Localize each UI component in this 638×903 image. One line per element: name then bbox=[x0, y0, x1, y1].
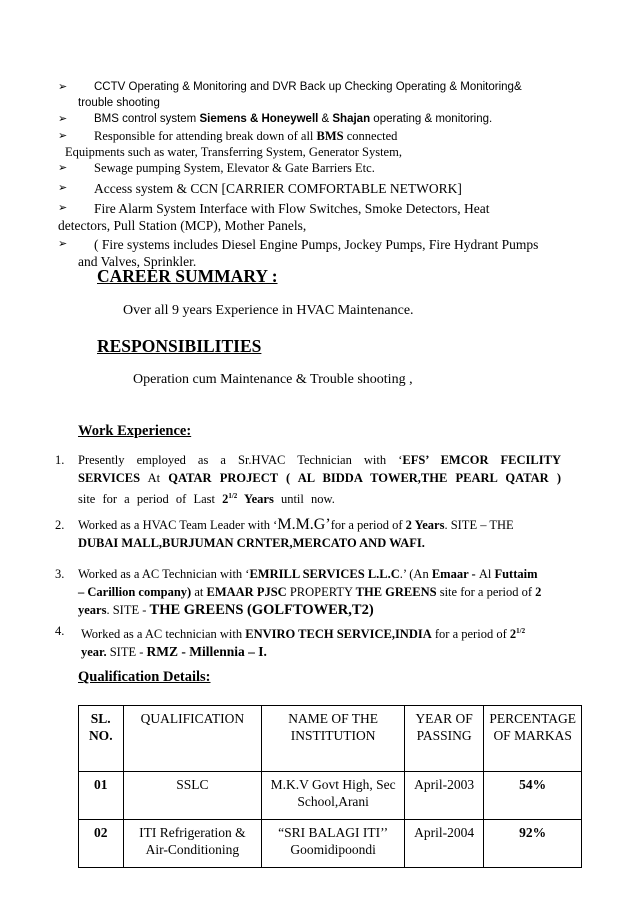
experience-item: 2. Worked as a HVAC Team Leader with ‘M.M.G’for a period of 2 Years. SITE – THE DUBAI MALL,BURJUMAN CRNTER,MERCATO AND WAFI. bbox=[55, 516, 514, 550]
column-header: SL. NO. bbox=[79, 706, 124, 772]
table-cell: 02 bbox=[79, 820, 124, 868]
column-header: NAME OF THE INSTITUTION bbox=[262, 706, 405, 772]
table-cell: April-2003 bbox=[404, 772, 483, 820]
responsibilities-text: Operation cum Maintenance & Trouble shooting , bbox=[133, 372, 413, 387]
table-cell: April-2004 bbox=[404, 820, 483, 868]
table-cell: ITI Refrigeration & Air-Conditioning bbox=[123, 820, 262, 868]
list-item: ➢ ( Fire systems includes Diesel Engine Pumps, Jockey Pumps, Fire Hydrant Pumps and Valves, Sprinkler. bbox=[58, 237, 539, 269]
list-item: ➢ Responsible for attending break down of all BMS connected Equipments such as water, Transferring System, Generator System, bbox=[58, 129, 402, 159]
work-experience-heading: Work Experience: bbox=[78, 423, 192, 439]
column-header: QUALIFICATION bbox=[123, 706, 262, 772]
career-summary-heading: CAREER SUMMARY : bbox=[97, 266, 278, 286]
table-row bbox=[79, 772, 582, 820]
arrow-bullet-icon: ➢ bbox=[58, 129, 68, 142]
list-item: ➢ BMS control system Siemens & Honeywell & Shajan operating & monitoring. bbox=[58, 112, 493, 125]
table-cell: SSLC bbox=[123, 772, 262, 820]
table-header-row bbox=[79, 706, 582, 772]
column-header: PERCENTAGE OF MARKAS bbox=[484, 706, 582, 772]
list-item: ➢ Fire Alarm System Interface with Flow Switches, Smoke Detectors, Heat detectors, Pull Station (MCP), Mother Panels, bbox=[58, 201, 490, 233]
list-item: ➢ Sewage pumping System, Elevator & Gate Barriers Etc. bbox=[58, 161, 375, 175]
experience-item: 4. Worked as a AC technician with ENVIRO TECH SERVICE,INDIA for a period of $2^{1/2}$ year. SITE - RMZ - Millennia – I. bbox=[55, 624, 526, 660]
qualification-table bbox=[78, 705, 582, 868]
arrow-bullet-icon: ➢ bbox=[58, 201, 68, 214]
arrow-bullet-icon: ➢ bbox=[58, 237, 68, 250]
skills-bullet-list bbox=[58, 79, 568, 272]
table-cell: 92% bbox=[484, 820, 582, 868]
arrow-bullet-icon: ➢ bbox=[58, 80, 68, 93]
qualification-heading: Qualification Details: bbox=[78, 669, 211, 685]
arrow-bullet-icon: ➢ bbox=[58, 161, 68, 174]
list-item bbox=[58, 79, 568, 111]
bullet-text: CCTV Operating & Monitoring and DVR Back up Checking Operating & Monitoring& bbox=[94, 81, 522, 93]
list-item: ➢ Access system & CCN [CARRIER COMFORTABLE NETWORK] bbox=[58, 181, 462, 196]
table-cell: 01 bbox=[79, 772, 124, 820]
career-summary-text: Over all 9 years Experience in HVAC Maintenance. bbox=[123, 303, 414, 318]
bullet-text: trouble shooting bbox=[78, 97, 160, 109]
table-cell: “SRI BALAGI ITI’’ Goomidipoondi bbox=[262, 820, 405, 868]
arrow-bullet-icon: ➢ bbox=[58, 181, 68, 194]
arrow-bullet-icon: ➢ bbox=[58, 112, 68, 125]
experience-item: 1. Presently employed as a Sr.HVAC Technician with ‘EFS’ EMCOR FECILITY SERVICES At QATAR PROJECT ( AL BIDDA TOWER,THE PEARL QATAR ) site for a period of Last $2^{1/2}$ Years until now. bbox=[55, 453, 562, 507]
column-header: YEAR OF PASSING bbox=[404, 706, 483, 772]
table-row bbox=[79, 820, 582, 868]
table-cell: 54% bbox=[484, 772, 582, 820]
experience-item: 3. Worked as a AC Technician with ‘EMRILL SERVICES L.L.C.’ (An Emaar - Al Futtaim – Carillion company) at EMAAR PJSC PROPERTY THE GREENS site for a period of 2 years. SITE - THE GREENS (GOLFTOWER,T2) bbox=[55, 567, 542, 618]
responsibilities-heading: RESPONSIBILITIES bbox=[97, 336, 262, 356]
table-cell: M.K.V Govt High, Sec School,Arani bbox=[262, 772, 405, 820]
